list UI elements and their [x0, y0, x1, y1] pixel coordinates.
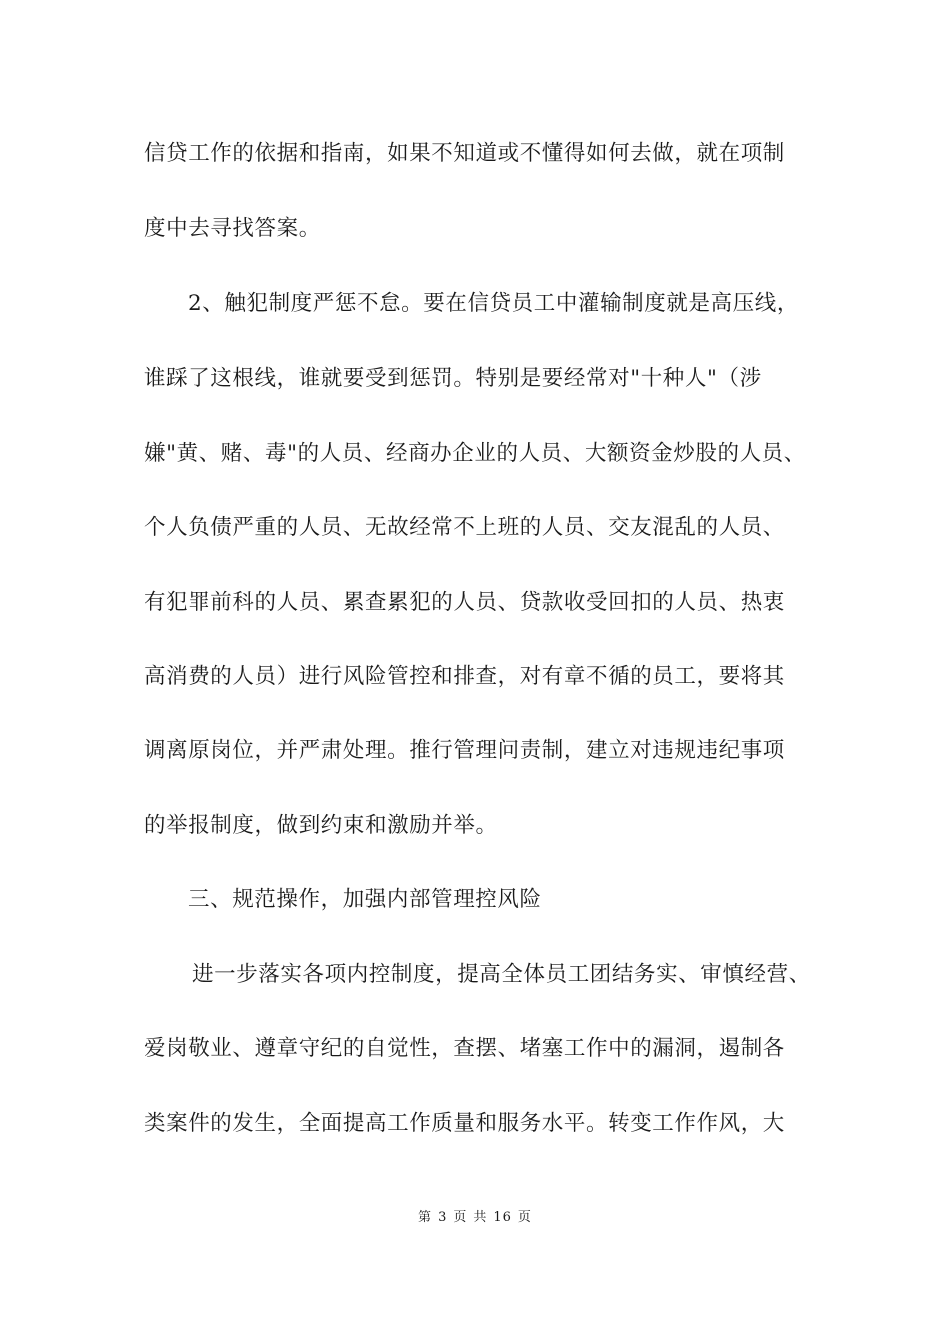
body-line: 的举报制度，做到约束和激励并举。 [144, 813, 498, 838]
page-label: 第 [418, 1210, 433, 1225]
body-line: 调离原岗位，并严肃处理。推行管理问责制，建立对违规违纪事项 [144, 738, 785, 763]
body-line: 2、触犯制度严惩不怠。要在信贷员工中灌输制度就是高压线， [188, 291, 799, 316]
total-unit: 页 [517, 1210, 532, 1225]
body-line: 有犯罪前科的人员、累查累犯的人员、贷款收受回扣的人员、热衷 [144, 590, 785, 615]
body-line: 类案件的发生，全面提高工作质量和服务水平。转变工作作风，大 [144, 1111, 785, 1136]
page-unit: 页 [453, 1210, 468, 1225]
body-line: 进一步落实各项内控制度，提高全体员工团结务实、审慎经营、 [192, 962, 811, 987]
section-heading: 三、规范操作，加强内部管理控风险 [188, 887, 542, 912]
body-line: 高消费的人员）进行风险管控和排查，对有章不循的员工，要将其 [144, 664, 785, 689]
page-footer [0, 1209, 950, 1227]
body-line: 嫌"黄、赌、毒"的人员、经商办企业的人员、大额资金炒股的人员、 [144, 441, 806, 466]
total-pages-number: 16 [493, 1210, 512, 1225]
total-label: 共 [473, 1210, 488, 1225]
body-line: 谁踩了这根线，谁就要受到惩罚。特别是要经常对"十种人"（涉 [144, 366, 762, 391]
current-page-number: 3 [438, 1210, 448, 1225]
body-line: 度中去寻找答案。 [144, 216, 321, 241]
body-line: 爱岗敬业、遵章守纪的自觉性，查摆、堵塞工作中的漏洞，遏制各 [144, 1036, 785, 1061]
body-line: 信贷工作的依据和指南，如果不知道或不懂得如何去做，就在项制 [144, 141, 785, 166]
body-line: 个人负债严重的人员、无故经常不上班的人员、交友混乱的人员、 [144, 515, 785, 540]
